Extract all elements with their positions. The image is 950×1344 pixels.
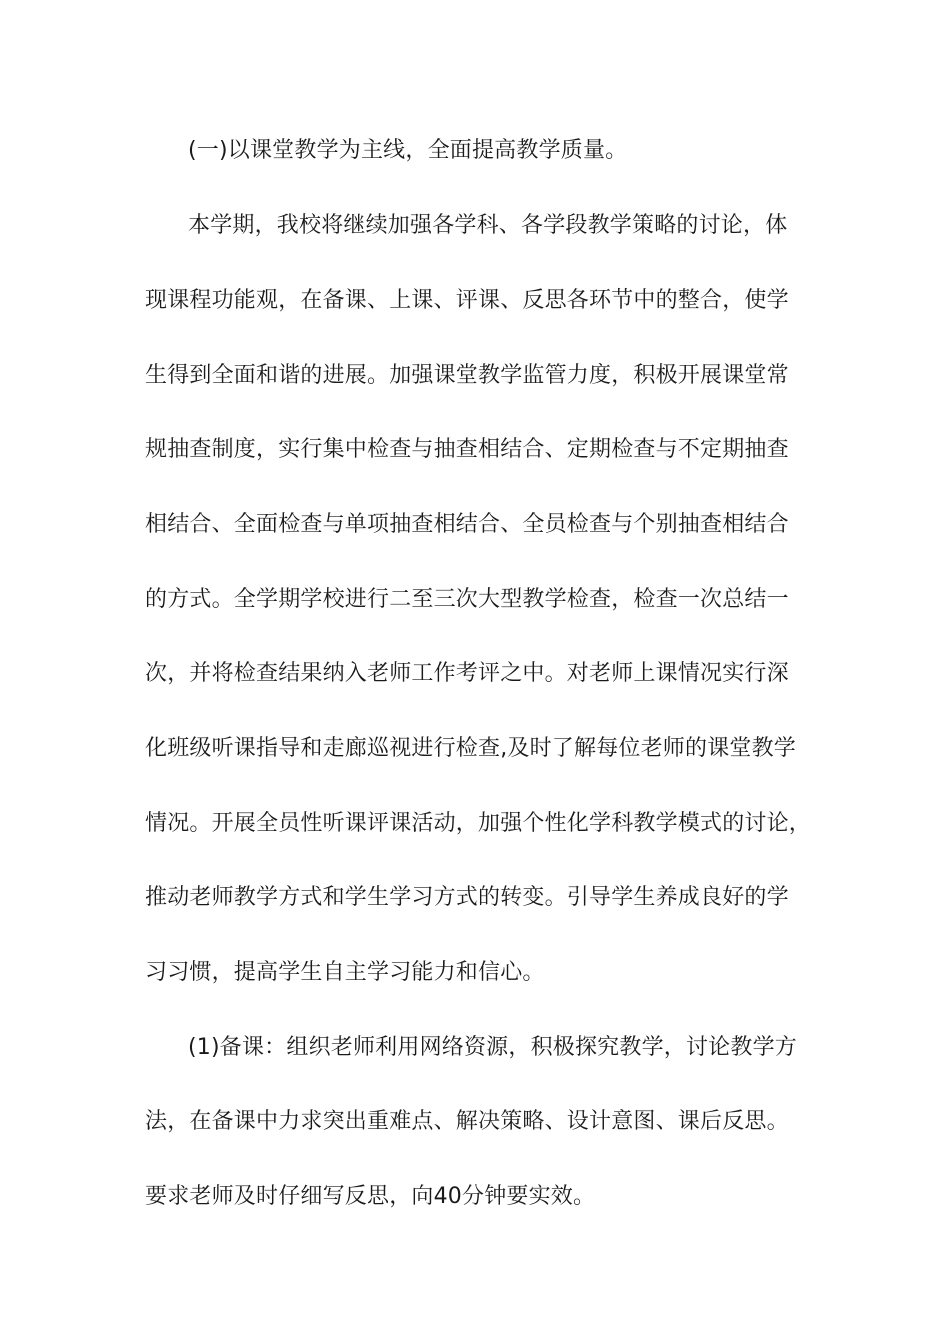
paragraph-line: 推动老师教学方式和学生学习方式的转变。引导学生养成良好的学	[145, 885, 789, 910]
paragraph-line: 化班级听课指导和走廊巡视进行检查,及时了解每位老师的课堂教学	[145, 736, 796, 761]
paragraph-line: 生得到全面和谐的进展。加强课堂教学监管力度，积极开展课堂常	[145, 363, 789, 388]
paragraph-line: 本学期，我校将继续加强各学科、各学段教学策略的讨论，体	[188, 213, 788, 238]
paragraph-line: 相结合、全面检查与单项抽查相结合、全员检查与个别抽查相结合	[145, 512, 789, 537]
paragraph-line: 规抽查制度，实行集中检查与抽查相结合、定期检查与不定期抽查	[145, 437, 789, 462]
paragraph-line: 情况。开展全员性听课评课活动，加强个性化学科教学模式的讨论，	[145, 811, 812, 836]
paragraph-line: 现课程功能观，在备课、上课、评课、反思各环节中的整合，使学	[145, 288, 789, 313]
paragraph-line: 要求老师及时仔细写反思，向40分钟要实效。	[145, 1184, 596, 1209]
paragraph-line: (1)备课：组织老师利用网络资源，积极探究教学，讨论教学方	[188, 1035, 797, 1060]
paragraph-line: 次，并将检查结果纳入老师工作考评之中。对老师上课情况实行深	[145, 661, 789, 686]
paragraph-line: 习习惯，提高学生自主学习能力和信心。	[145, 960, 545, 985]
section-heading: (一)以课堂教学为主线，全面提高教学质量。	[188, 138, 628, 163]
paragraph-line: 的方式。全学期学校进行二至三次大型教学检查，检查一次总结一	[145, 587, 789, 612]
paragraph-line: 法，在备课中力求突出重难点、解决策略、设计意图、课后反思。	[145, 1109, 789, 1134]
